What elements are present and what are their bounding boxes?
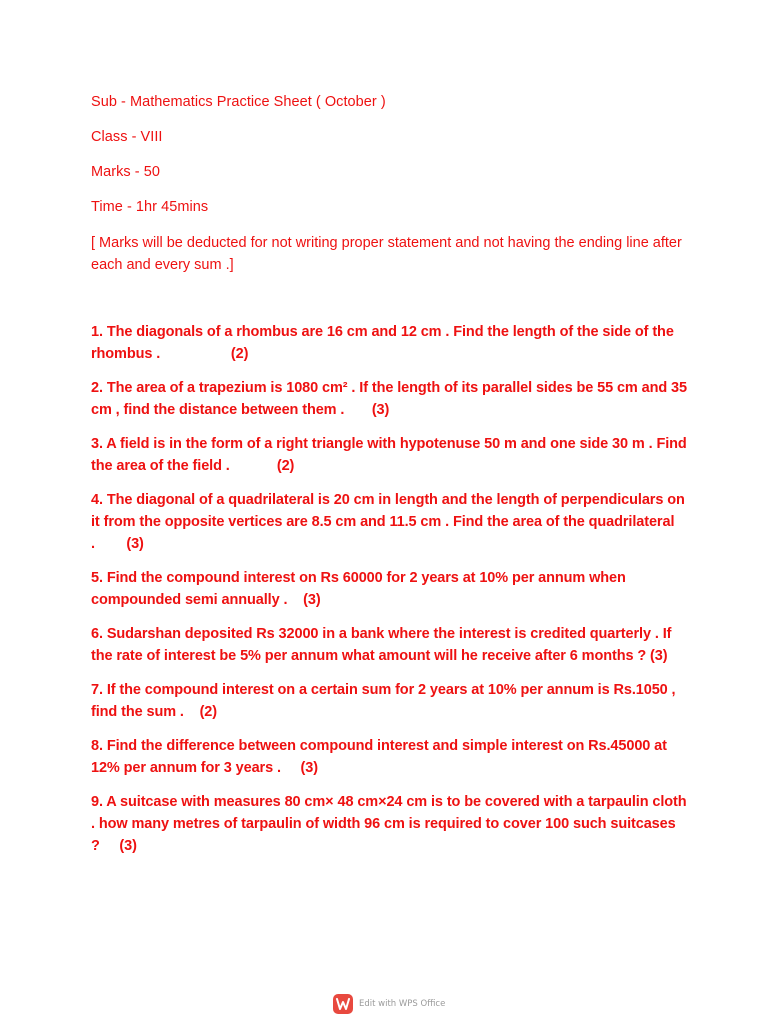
wps-office-logo-icon — [333, 994, 353, 1014]
instruction-note: [ Marks will be deducted for not writing proper statement and not having the ending line after each and every sum .] — [91, 235, 682, 273]
practice-sheet — [91, 92, 691, 869]
wps-footer-link[interactable] — [333, 993, 445, 1015]
question-6: 6. Sudarshan deposited Rs 32000 in a bank where the interest is credited quarterly . If the rate of interest be 5% per annum what amount will he receive after 6 months ? (3) — [91, 626, 672, 664]
question-2: 2. The area of a trapezium is 1080 cm² . If the length of its parallel sides be 55 cm and 35 cm , find the distance between them . (3) — [91, 380, 687, 418]
question-1: 1. The diagonals of a rhombus are 16 cm and 12 cm . Find the length of the side of the rhombus . (2) — [91, 324, 674, 362]
question-3: 3. A field is in the form of a right triangle with hypotenuse 50 m and one side 30 m . Find the area of the field . (2) — [91, 436, 687, 474]
question-5: 5. Find the compound interest on Rs 60000 for 2 years at 10% per annum when compounded semi annually . (3) — [91, 570, 626, 608]
question-9: 9. A suitcase with measures 80 cm× 48 cm×24 cm is to be covered with a tarpaulin cloth . how many metres of tarpaulin of width 96 cm is required to cover 100 such suitcases ? (3) — [91, 794, 687, 854]
question-8: 8. Find the difference between compound interest and simple interest on Rs.45000 at 12% per annum for 3 years . (3) — [91, 738, 667, 776]
subject-line: Sub - Mathematics Practice Sheet ( October ) — [91, 94, 386, 110]
question-4: 4. The diagonal of a quadrilateral is 20 cm in length and the length of perpendiculars on it from the opposite vertices are 8.5 cm and 11.5 cm . Find the area of the quadrilateral . (3) — [91, 492, 685, 552]
marks-line: Marks - 50 — [91, 164, 160, 180]
time-line: Time - 1hr 45mins — [91, 199, 209, 215]
question-7: 7. If the compound interest on a certain sum for 2 years at 10% per annum is Rs.1050 , find the sum . (2) — [91, 682, 676, 720]
class-line: Class - VIII — [91, 129, 163, 145]
footer-text: Edit with WPS Office — [359, 999, 446, 1009]
